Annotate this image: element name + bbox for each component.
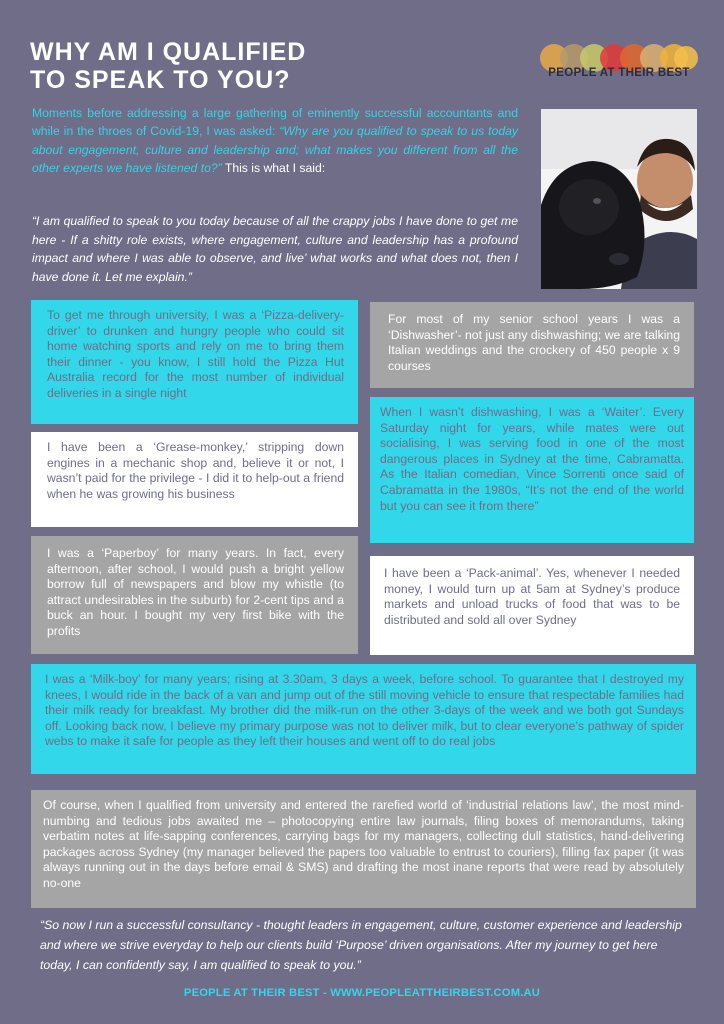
dishwasher-box (370, 302, 694, 388)
intro-tail: This is what I said: (221, 161, 326, 176)
industrial-law-text: Of course, when I qualified from university and entered the rarefied world of ‘industrial relations law’, the most mind-numbing and tedious jobs awaited me – photocopying entire law journals, filing boxes of memorandums, taking verbatim notes at life-sapping conferences, carrying bags for my managers, collecting dull statistics, hand-delivering packages across Sydney (my manager believed the papers too valuable to entrust to couriers), filling fax paper (it was always running out in the days before email & SMS) and drafting the most inane reports that were read by absolutely no-one (43, 798, 684, 890)
page-title (30, 38, 450, 94)
grease-monkey-text: I have been a ‘Grease-monkey,’ stripping down engines in a mechanic shop and, believe it or not, I wasn’t paid for the privilege - I did it to help-out a friend when he was growing his business (47, 440, 344, 501)
waiter-text: When I wasn’t dishwashing, I was a ‘Waiter’. Every Saturday night for years, while mates were out socialising, I was serving food in one of the most dangerous places in Sydney at the time, Cabramatta. As the Italian comedian, Vince Sorrenti once said of Cabramatta in the 1980s, “It’s not the end of the world but you can see it from there” (380, 405, 684, 513)
dishwasher-text: For most of my senior school years I was a ‘Dishwasher’- not just any dishwashing; we are talking Italian weddings and the crockery of 450 people x 9 courses (388, 312, 680, 373)
portrait-photo (541, 109, 697, 289)
intro-lead: Moments before addressing a large gathering of eminently successful accountants and while in the throes of Covid-19, I was asked: (32, 106, 518, 139)
title-line-1: WHY AM I QUALIFIED (30, 38, 307, 66)
milk-boy-text: I was a ‘Milk-boy’ for many years; rising at 3.30am, 3 days a week, before school. To guarantee that I destroyed my knees, I would ride in the back of a van and jump out of the still moving vehicle to ensure that respectable families had their milk ready for breakfast. My brother did the milk-run on the other 3-days of the week and we both got Sundays off. Looking back now, I believe my primary purpose was not to deliver milk, but to clear everyone’s pathway of spider webs to make it safe for people as they left their houses and went off to do real jobs (45, 672, 684, 749)
waiter-box (370, 397, 694, 543)
intro-question: “Why are you qualified to speak to us today about engagement, culture and leadership and; what makes you different from all the other experts we have listened to?” (32, 124, 518, 176)
pizza-driver-box (31, 300, 358, 424)
milk-boy-box (31, 664, 696, 774)
paperboy-text: I was a ‘Paperboy’ for many years. In fact, every afternoon, after school, I would push a bright yellow borrow full of newspapers and blow my whistle (to attract undesirables in the suburb) for 2-cent tips and a buck an hour. I bought my very first bike with the profits (47, 546, 344, 638)
title-line-2: TO SPEAK TO YOU? (30, 66, 291, 94)
intro-paragraph (32, 104, 518, 178)
pizza-driver-text: To get me through university, I was a ‘Pizza-delivery-driver’ to drunken and hungry people who could sit home watching sports and rely on me to bring them their dinner - you know, I still hold the Pizza Hut Australia record for the most number of individual deliveries in a single night (47, 308, 344, 400)
opening-quote: “I am qualified to speak to you today because of all the crappy jobs I have done to get me here - If a shitty role exists, where engagement, culture and leadership has a profound impact and where I was able to observe, and live’ what works and what does not, then I have done it. Let me explain.” (32, 214, 518, 284)
footer-link[interactable]: PEOPLE AT THEIR BEST - WWW.PEOPLEATTHEIRBEST.COM.AU (183, 987, 541, 999)
pack-animal-text: I have been a ‘Pack-animal’. Yes, whenever I needed money, I would turn up at 5am at Sydney’s produce markets and unload trucks of food that was to be distributed and sold all over Sydney (384, 566, 680, 627)
grease-monkey-box (31, 432, 358, 527)
pack-animal-box (370, 556, 694, 655)
closing-quote: “So now I run a successful consultancy - thought leaders in engagement, culture, customer experience and leadership and where we strive everyday to help our clients build ‘Purpose’ driven organisations. After my journey to get here today, I can confidently say, I am qualified to speak to you.” (40, 918, 682, 972)
paperboy-box (31, 536, 358, 654)
industrial-law-box (31, 790, 696, 908)
logo-wordmark: PEOPLE AT THEIR BEST (548, 67, 690, 79)
